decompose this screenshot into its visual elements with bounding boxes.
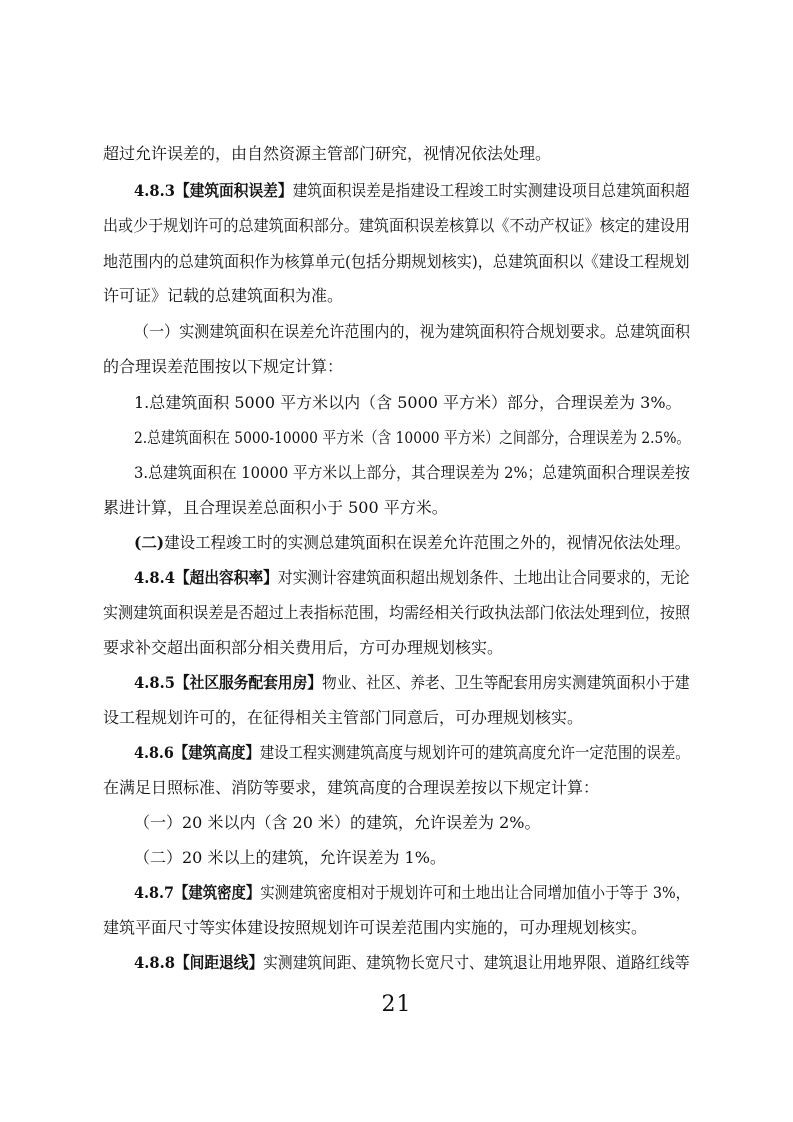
paragraph-continuation: 超过允许误差的，由自然资源主管部门研究，视情况依法处理。 bbox=[103, 144, 552, 163]
section-title: 【间距退线】 bbox=[174, 953, 264, 972]
section-number: 4.8.7 bbox=[134, 883, 175, 902]
page-number: 21 bbox=[381, 992, 412, 1017]
section-4-8-8-heading-line: 4.8.8【间距退线】实测建筑间距、建筑物长宽尺寸、建筑退让用地界限、道路红线等 bbox=[134, 953, 690, 972]
section-4-8-6-line-2: 在满足日照标准、消防等要求，建筑高度的合理误差按以下规定计算： bbox=[103, 778, 600, 797]
height-rule-1: （一）20 米以内（含 20 米）的建筑，允许误差为 2%。 bbox=[134, 813, 541, 832]
rule-1: 1.总建筑面积 5000 平方米以内（含 5000 平方米）部分，合理误差为 3%。 bbox=[134, 393, 682, 412]
section-4-8-4-line-2: 实测建筑面积误差是否超过上表指标范围，均需经相关行政执法部门依法处理到位，按照 bbox=[103, 603, 691, 622]
section-4-8-4-line-3: 要求补交超出面积部分相关费用后，方可办理规划核实。 bbox=[103, 638, 504, 657]
section-number: 4.8.5 bbox=[134, 673, 175, 692]
section-title: 【建筑密度】 bbox=[174, 883, 261, 902]
section-number: 4.8.4 bbox=[134, 568, 175, 587]
rule-3-line-2: 累进计算，且合理误差总面积小于 500 平方米。 bbox=[103, 498, 448, 517]
rule-3-line-1: 3.总建筑面积在 10000 平方米以上部分，其合理误差为 2%；总建筑面积合理误差按 bbox=[134, 463, 690, 482]
height-rule-2: （二）20 米以上的建筑，允许误差为 1%。 bbox=[134, 848, 446, 867]
section-4-8-3-heading-line: 4.8.3【建筑面积误差】建筑面积误差是指建设工程竣工时实测建设项目总建筑面积超 bbox=[134, 181, 690, 200]
section-title: 【建筑面积误差】 bbox=[174, 181, 293, 200]
section-4-8-7-heading-line: 4.8.7【建筑密度】实测建筑密度相对于规划许可和土地出让合同增加值小于等于 3%， bbox=[134, 883, 691, 902]
section-4-8-5-heading-line: 4.8.5【社区服务配套用房】物业、社区、养老、卫生等配套用房实测建筑面积小于建 bbox=[134, 673, 690, 692]
section-4-8-3-line-3: 地范围内的总建筑面积作为核算单元(包括分期规划核实)，总建筑面积以《建设工程规划 bbox=[103, 252, 690, 271]
section-number: 4.8.6 bbox=[134, 743, 174, 762]
section-4-8-7-line-2: 建筑平面尺寸等实体建设按照规划许可误差范围内实施的，可办理规划核实。 bbox=[103, 918, 648, 937]
section-4-8-6-heading-line: 4.8.6【建筑高度】建设工程实测建筑高度与规划许可的建筑高度允许一定范围的误差。 bbox=[134, 743, 690, 762]
section-number: 4.8.8 bbox=[134, 953, 175, 972]
rule-2: 2.总建筑面积在 5000-10000 平方米（含 10000 平方米）之间部分，合理误差为 2.5%。 bbox=[134, 428, 691, 447]
section-4-8-3-line-4: 许可证》记载的总建筑面积为准。 bbox=[103, 286, 344, 305]
section-4-8-3-line-2: 出或少于规划许可的总建筑面积部分。建筑面积误差核算以《不动产权证》核定的建设用 bbox=[103, 216, 691, 235]
section-4-8-4-heading-line: 4.8.4【超出容积率】对实测计容建筑面积超出规划条件、土地出让合同要求的，无论 bbox=[134, 568, 690, 587]
section-title: 【社区服务配套用房】 bbox=[174, 673, 322, 692]
section-4-8-5-line-2: 设工程规划许可的，在征得相关主管部门同意后，可办理规划核实。 bbox=[103, 708, 584, 727]
item-2: (二)建设工程竣工时的实测总建筑面积在误差允许范围之外的，视情况依法处理。 bbox=[134, 533, 691, 552]
section-title: 【超出容积率】 bbox=[174, 568, 278, 587]
section-title: 【建筑高度】 bbox=[173, 743, 260, 762]
item-number: (二) bbox=[134, 533, 165, 552]
item-1-line-2: 的合理误差范围按以下规定计算： bbox=[103, 357, 344, 376]
section-number: 4.8.3 bbox=[134, 181, 175, 200]
item-1-line-1: （一）实测建筑面积在误差允许范围内的，视为建筑面积符合规划要求。总建筑面积 bbox=[134, 322, 691, 341]
